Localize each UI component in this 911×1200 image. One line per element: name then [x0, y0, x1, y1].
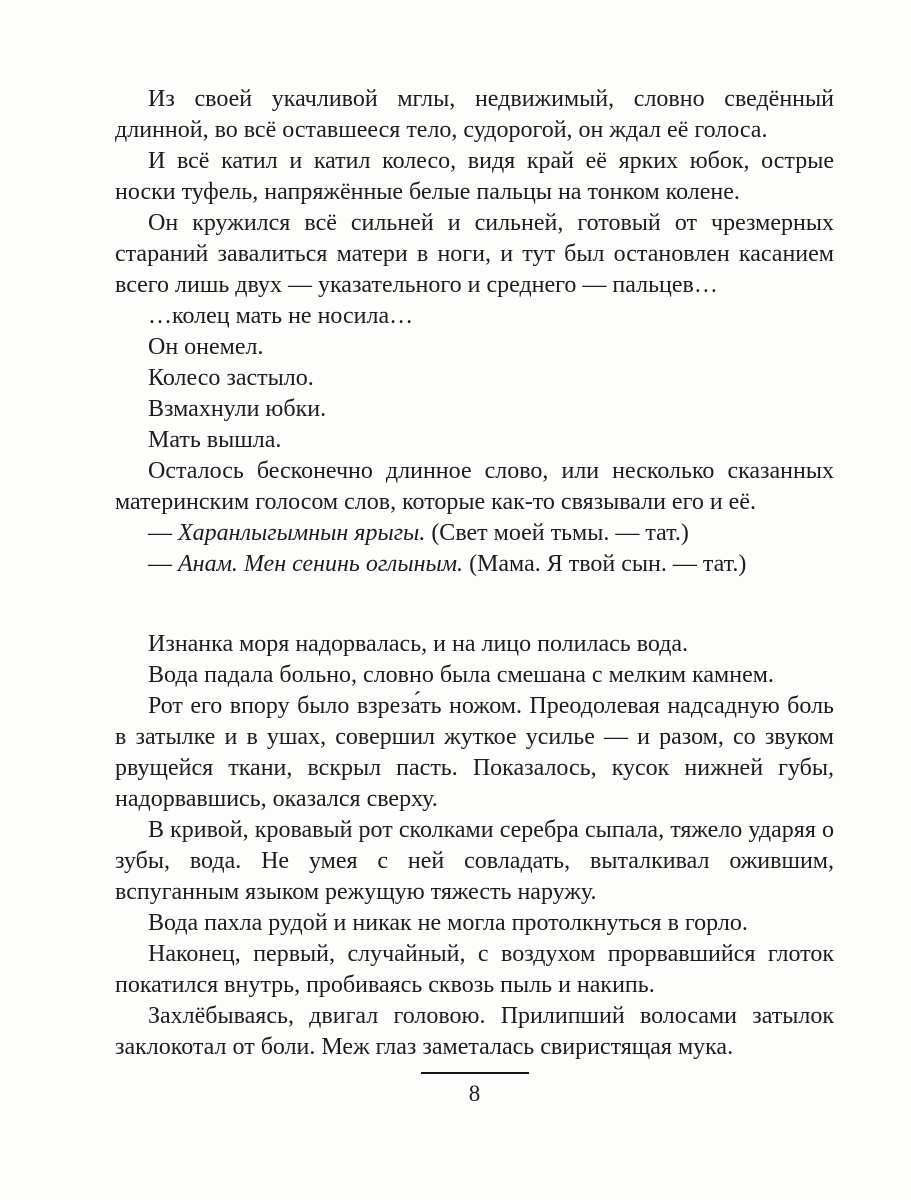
paragraph: Колесо застыло.: [148, 365, 314, 391]
paragraph: Вода пахла рудой и никак не могла протолкнуться в горло.: [148, 910, 748, 936]
paragraph: И всё катил и катил колесо, видя край её ярких юбок, острые носки туфель, напряжённые белые пальцы на тонком колене.: [115, 148, 834, 205]
page-number: 8: [468, 1081, 481, 1106]
tatar-phrase: Харанлыгымнын ярыгы.: [178, 520, 426, 546]
paragraph: Он онемел.: [148, 334, 264, 360]
dialog-line: [115, 518, 834, 549]
tatar-phrase: Анам. Мен сенинь оглыным.: [178, 551, 464, 577]
paragraph: Мать вышла.: [148, 427, 282, 453]
paragraph: Вода падала больно, словно была смешана с мелким камнем.: [148, 662, 774, 688]
paragraph: Захлёбываясь, двигал головою. Прилипший волосами затылок заклокотал от боли. Меж глаз заметалась свиристящая мука.: [115, 1003, 834, 1060]
em-dash: —: [148, 551, 172, 577]
dialog-line: [115, 549, 834, 580]
russian-translation: (Свет моей тьмы. — тат.): [431, 520, 689, 546]
paragraph: Наконец, первый, случайный, с воздухом прорвавшийся глоток покатился внутрь, пробиваясь сквозь пыль и накипь.: [115, 941, 834, 998]
paragraph: Он кружился всё сильней и сильней, готовый от чрезмерных стараний завалиться матери в ноги, и тут был остановлен касанием всего лишь двух — указательного и среднего — пальцев…: [115, 210, 834, 298]
paragraph: Взмахнули юбки.: [148, 396, 327, 422]
paragraph: В кривой, кровавый рот сколками серебра сыпала, тяжело ударяя о зубы, вода. Не умея с ней совладать, выталкивал ожившим, вспуганным языком режущую тяжесть наружу.: [115, 817, 834, 905]
em-dash: —: [148, 520, 172, 546]
footer-divider: [421, 1072, 529, 1074]
text-section-2: [115, 629, 834, 1063]
page-footer: [115, 1072, 834, 1106]
paragraph: Рот его впору было взреза́ть ножом. Преодолевая надсадную боль в затылке и в ушах, совершил жуткое усилье — и разом, со звуком рвущейся ткани, вскрыл пасть. Показалось, кусок нижней губы, надорвавшись, оказался сверху.: [115, 693, 834, 812]
paragraph: Из своей укачливой мглы, недвижимый, словно сведённый длинной, во всё оставшееся тело, судорогой, он ждал её голоса.: [115, 86, 834, 143]
paragraph: Осталось бесконечно длинное слово, или несколько сказанных материнским голосом слов, которые как-то связывали его и её.: [115, 458, 834, 515]
paragraph: Изнанка моря надорвалась, и на лицо полилась вода.: [148, 631, 689, 657]
text-block: [115, 84, 834, 1063]
paragraph: …колец мать не носила…: [148, 303, 414, 329]
russian-translation: (Мама. Я твой сын. — тат.): [469, 551, 747, 577]
text-section-1: [115, 84, 834, 580]
